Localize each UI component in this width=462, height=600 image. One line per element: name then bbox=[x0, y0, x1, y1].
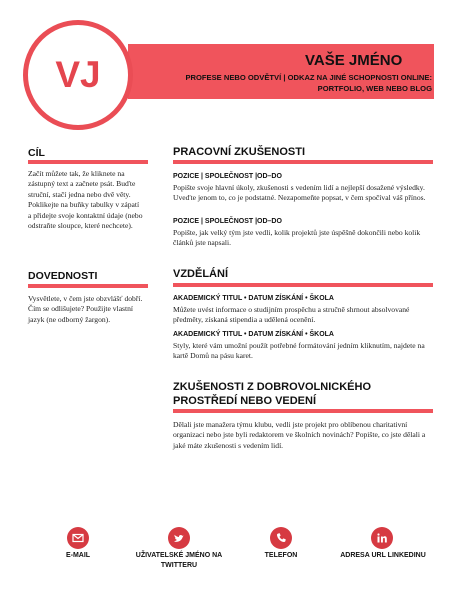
email-label[interactable]: E-MAIL bbox=[65, 552, 91, 559]
volunteer-heading-line-1: ZKUŠENOSTI Z DOBROVOLNICKÉHO bbox=[173, 381, 372, 393]
tagline bbox=[152, 72, 432, 94]
education-item-2-heading: AKADEMICKÝ TITUL • DATUM ZÍSKÁNÍ • ŠKOLA bbox=[173, 331, 334, 338]
initials: VJ bbox=[55, 54, 101, 95]
skills-text: Vysvětlete, v čem jste obzvlášť dobří. Čím se odlišujete? Použijte vlastní jazyk (ne odborný žargon). bbox=[28, 294, 143, 324]
experience-item-2-heading: POZICE | SPOLEČNOST |OD–DO bbox=[173, 218, 282, 225]
goal-rule bbox=[28, 160, 148, 164]
education-heading: VZDĚLÁNÍ bbox=[173, 268, 228, 280]
volunteer-heading bbox=[173, 380, 371, 408]
twitter-label[interactable]: UŽIVATELSKÉ JMÉNO NA TWITTERU bbox=[135, 552, 223, 569]
twitter-icon[interactable] bbox=[168, 527, 190, 549]
phone-icon[interactable] bbox=[270, 527, 292, 549]
skills-heading: DOVEDNOSTI bbox=[28, 270, 98, 282]
experience-item-2-text: Popište, jak velký tým jste vedli, kolik projektů jste úspěšně dokončili nebo kolik článků jste napsali. bbox=[173, 228, 421, 248]
email-icon[interactable] bbox=[67, 527, 89, 549]
experience-rule bbox=[173, 160, 433, 164]
education-item-1-text: Můžete uvést informace o studijním prospěchu a stručně shrnout absolvované předměty, získaná stipendia a udělená ocenění. bbox=[173, 305, 410, 325]
volunteer-text: Dělali jste manažera týmu klubu, vedli jste projekt pro oblíbenou charitativní organizaci nebo jste byli redaktorem ve školních novinách? Popište, co jste dělali a jaké máte zkušenosti s vedením lidí. bbox=[173, 420, 426, 450]
education-item-2-text: Styly, které vám umožní použít potřebné formátování jedním kliknutím, najdete na kartě Domů na pásu karet. bbox=[173, 341, 425, 361]
name-title: VAŠE JMÉNO bbox=[305, 52, 403, 69]
experience-item-1-heading: POZICE | SPOLEČNOST |OD–DO bbox=[173, 173, 282, 180]
experience-item-1-text: Popište svoje hlavní úkoly, zkušenosti s vedením lidí a nejlepší dosažené výsledky. Uveďte jenom to, co je podstatné. Nezapomeňte popsat, v čem spočíval váš přínos. bbox=[173, 183, 426, 203]
skills-rule bbox=[28, 284, 148, 288]
phone-label[interactable]: TELEFON bbox=[264, 552, 298, 559]
tagline-line-1: PROFESE NEBO ODVĚTVÍ | ODKAZ NA JINÉ SCHOPNOSTI ONLINE: bbox=[185, 73, 432, 82]
experience-heading: PRACOVNÍ ZKUŠENOSTI bbox=[173, 146, 306, 158]
education-rule bbox=[173, 283, 433, 287]
linkedin-icon[interactable] bbox=[371, 527, 393, 549]
goal-text: Začít můžete tak, že kliknete na zástupný text a začnete psát. Buďte struční, stačí jedna nebo dvě věty. Poklikejte na buňky tabulky v zápatí a přidejte svoje kontaktní údaje (nebo odstraňte sloupce, které nechcete). bbox=[28, 169, 143, 231]
volunteer-heading-line-2: PROSTŘEDÍ NEBO VEDENÍ bbox=[173, 395, 317, 407]
linkedin-label[interactable]: ADRESA URL LINKEDINU bbox=[340, 552, 426, 559]
volunteer-rule bbox=[173, 409, 433, 413]
tagline-line-2: PORTFOLIO, WEB NEBO BLOG bbox=[317, 84, 432, 93]
goal-heading: CÍL bbox=[28, 147, 45, 159]
initials-circle bbox=[23, 20, 133, 130]
education-item-1-heading: AKADEMICKÝ TITUL • DATUM ZÍSKÁNÍ • ŠKOLA bbox=[173, 295, 334, 302]
